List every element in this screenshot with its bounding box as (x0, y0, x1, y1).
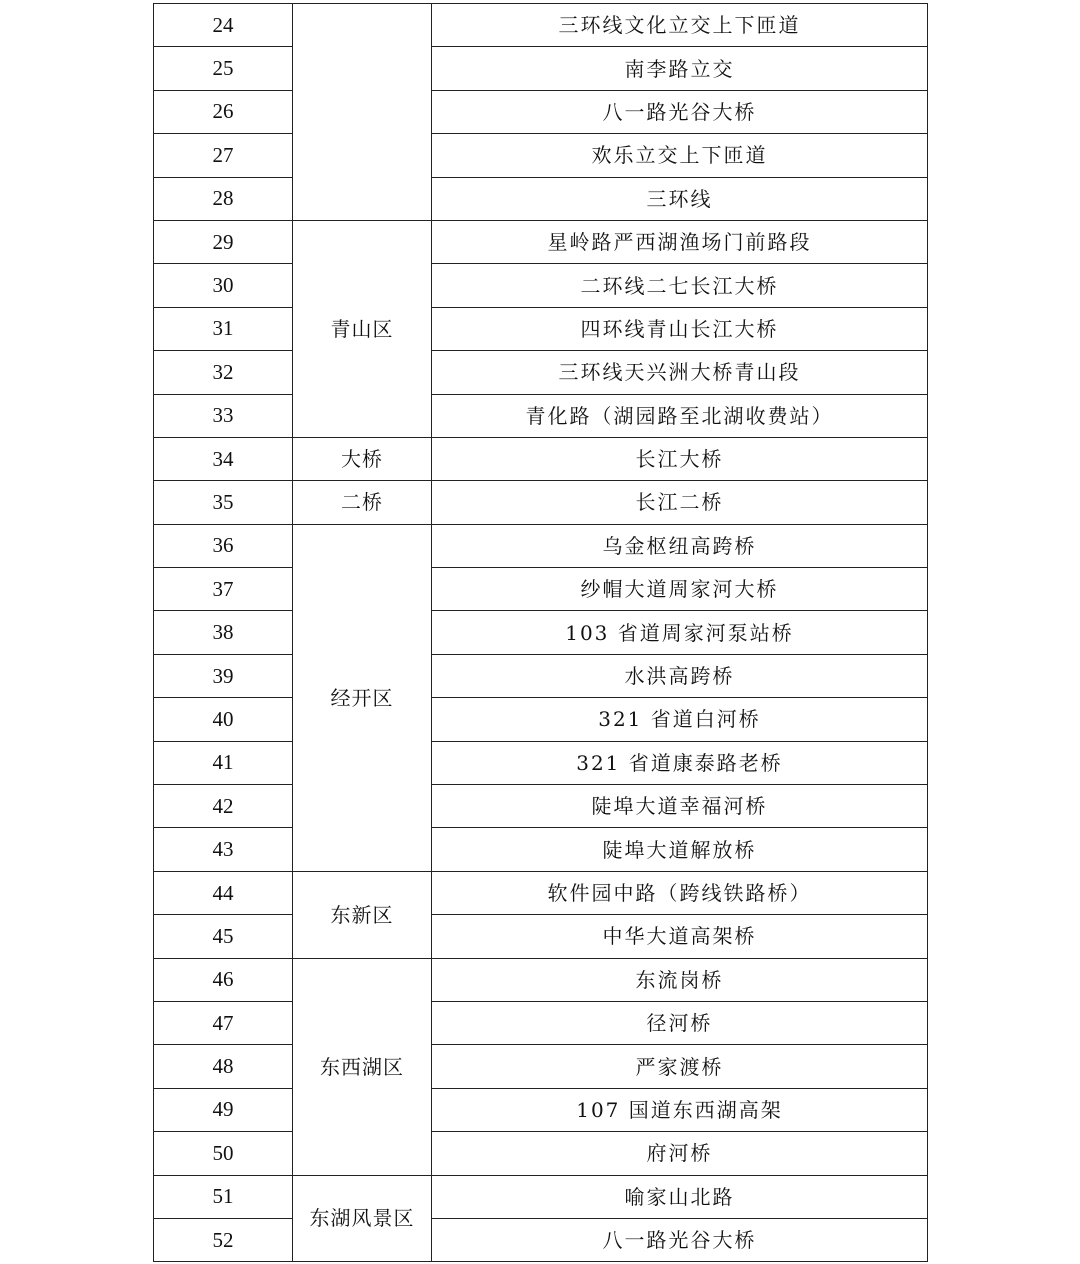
row-number: 44 (154, 871, 293, 914)
location-name: 星岭路严西湖渔场门前路段 (432, 220, 928, 263)
row-number: 46 (154, 958, 293, 1001)
location-name: 长江大桥 (432, 437, 928, 480)
location-name: 103 省道周家河泵站桥 (432, 611, 928, 654)
location-name: 东流岗桥 (432, 958, 928, 1001)
district-cell: 大桥 (293, 437, 432, 480)
row-number: 32 (154, 351, 293, 394)
district-cell: 东湖风景区 (293, 1175, 432, 1262)
location-name: 107 国道东西湖高架 (432, 1088, 928, 1131)
table-row (154, 785, 928, 828)
location-name: 软件园中路（跨线铁路桥） (432, 871, 928, 914)
table-row (154, 1088, 928, 1131)
table-row (154, 437, 928, 480)
table-row (154, 307, 928, 350)
row-number: 52 (154, 1218, 293, 1261)
table-row (154, 568, 928, 611)
row-number: 26 (154, 90, 293, 133)
row-number: 48 (154, 1045, 293, 1088)
location-name: 纱帽大道周家河大桥 (432, 568, 928, 611)
table-row (154, 1045, 928, 1088)
location-name: 八一路光谷大桥 (432, 90, 928, 133)
row-number: 33 (154, 394, 293, 437)
location-name: 欢乐立交上下匝道 (432, 134, 928, 177)
district-cell (293, 4, 432, 221)
location-name: 府河桥 (432, 1132, 928, 1175)
location-name: 青化路（湖园路至北湖收费站） (432, 394, 928, 437)
location-name: 水洪高跨桥 (432, 654, 928, 697)
table-row (154, 351, 928, 394)
table-row (154, 958, 928, 1001)
table-row (154, 1218, 928, 1261)
location-name: 三环线天兴洲大桥青山段 (432, 351, 928, 394)
bridge-list-table (153, 3, 928, 1262)
row-number: 43 (154, 828, 293, 871)
table-row (154, 481, 928, 524)
table-row (154, 524, 928, 567)
table-row (154, 654, 928, 697)
table-row (154, 698, 928, 741)
row-number: 35 (154, 481, 293, 524)
row-number: 24 (154, 4, 293, 47)
location-name: 乌金枢纽高跨桥 (432, 524, 928, 567)
row-number: 39 (154, 654, 293, 697)
row-number: 27 (154, 134, 293, 177)
location-name: 三环线 (432, 177, 928, 220)
location-name: 陡埠大道幸福河桥 (432, 785, 928, 828)
location-name: 南李路立交 (432, 47, 928, 90)
row-number: 25 (154, 47, 293, 90)
table-row (154, 871, 928, 914)
district-cell: 东新区 (293, 871, 432, 958)
table-row (154, 134, 928, 177)
table-row (154, 828, 928, 871)
district-cell: 东西湖区 (293, 958, 432, 1175)
table-row (154, 1132, 928, 1175)
location-name: 321 省道康泰路老桥 (432, 741, 928, 784)
table-row (154, 90, 928, 133)
row-number: 31 (154, 307, 293, 350)
table-row (154, 394, 928, 437)
location-name: 长江二桥 (432, 481, 928, 524)
table-row (154, 611, 928, 654)
row-number: 37 (154, 568, 293, 611)
table-row (154, 741, 928, 784)
table-row (154, 220, 928, 263)
location-name: 喻家山北路 (432, 1175, 928, 1218)
table-row (154, 4, 928, 47)
row-number: 47 (154, 1001, 293, 1044)
district-cell: 经开区 (293, 524, 432, 871)
location-name: 二环线二七长江大桥 (432, 264, 928, 307)
location-name: 径河桥 (432, 1001, 928, 1044)
row-number: 40 (154, 698, 293, 741)
table-row (154, 177, 928, 220)
location-name: 八一路光谷大桥 (432, 1218, 928, 1261)
location-name: 严家渡桥 (432, 1045, 928, 1088)
row-number: 41 (154, 741, 293, 784)
row-number: 36 (154, 524, 293, 567)
table-row (154, 1001, 928, 1044)
row-number: 42 (154, 785, 293, 828)
table-row (154, 47, 928, 90)
row-number: 45 (154, 915, 293, 958)
location-name: 三环线文化立交上下匝道 (432, 4, 928, 47)
row-number: 49 (154, 1088, 293, 1131)
location-name: 321 省道白河桥 (432, 698, 928, 741)
row-number: 29 (154, 220, 293, 263)
location-name: 陡埠大道解放桥 (432, 828, 928, 871)
district-cell: 二桥 (293, 481, 432, 524)
location-name: 四环线青山长江大桥 (432, 307, 928, 350)
row-number: 30 (154, 264, 293, 307)
table-row (154, 915, 928, 958)
table-row (154, 264, 928, 307)
row-number: 50 (154, 1132, 293, 1175)
district-cell: 青山区 (293, 220, 432, 437)
row-number: 34 (154, 437, 293, 480)
table-row (154, 1175, 928, 1218)
row-number: 38 (154, 611, 293, 654)
row-number: 51 (154, 1175, 293, 1218)
row-number: 28 (154, 177, 293, 220)
location-name: 中华大道高架桥 (432, 915, 928, 958)
